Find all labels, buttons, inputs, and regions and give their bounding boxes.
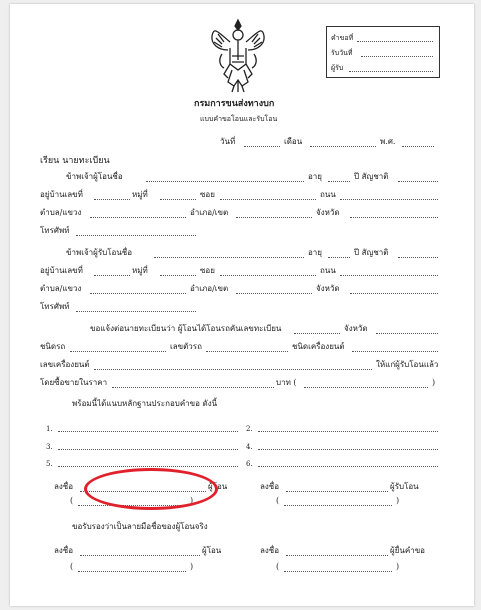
price-close-paren: ) [432,378,436,387]
transferor-age-label: อายุ [308,172,322,181]
attachment-number: 6. [246,460,253,468]
transferee-moo-label: หมู่ที่ [132,266,148,275]
witness-close-paren: ) [190,562,194,571]
transferor-district-label: อำเภอ/เขต [190,208,229,217]
transferor-nationality-field[interactable] [398,181,438,182]
transferee-name-field[interactable] [154,257,304,258]
transferee-district-field[interactable] [236,293,312,294]
transferee-road-field[interactable] [340,275,438,276]
transferee-nationality-field[interactable] [398,257,438,258]
transferor-sign-label: ลงชื่อ [54,482,74,491]
transferor-age-field[interactable] [328,181,350,182]
transferor-nationality-label: ปี สัญชาติ [354,172,389,181]
applicant-sign-label: ลงชื่อ [260,546,280,555]
engine-type-label: ชนิดเครื่องยนต์ [292,342,345,351]
transferee-open-paren: ( [276,496,280,505]
vehicle-statement: ขอแจ้งต่อนายทะเบียนว่า ผู้โอนได้โอนรถคันเลขทะเบียน [90,324,282,333]
transferor-moo-label: หมู่ที่ [132,190,148,199]
transferee-subdistrict-label: ตำบล/แขวง [40,284,82,293]
transferor-district-field[interactable] [236,217,312,218]
attachment-number: 4. [246,443,253,451]
witness-signature-field[interactable] [80,555,200,556]
request-no-label: คำขอที่ [331,34,354,42]
request-no-field[interactable] [357,41,433,42]
applicant-role-label: ผู้ยื่นคำขอ [390,546,425,555]
registration-no-field[interactable] [294,333,340,334]
received-date-label: รับวันที่ [331,49,353,57]
witness-role-label: ผู้โอน [202,546,222,555]
transferee-district-label: อำเภอ/เขต [190,284,229,293]
transferor-subdistrict-label: ตำบล/แขวง [40,208,82,217]
price-field[interactable] [112,387,274,388]
vehicle-type-field[interactable] [70,351,166,352]
vehicle-type-label: ชนิดรถ [40,342,66,351]
witness-open-paren: ( [70,562,74,571]
price-in-words-field[interactable] [304,387,428,388]
transferor-moo-field[interactable] [160,199,196,200]
addressee: เรียน นายทะเบียน [40,156,110,166]
transferee-age-label: อายุ [308,248,322,257]
transferee-subdistrict-field[interactable] [90,293,186,294]
witness-sign-label: ลงชื่อ [54,546,74,555]
transferor-open-paren: ( [70,496,74,505]
to-transferee-text: ให้แก่ผู้รับโอนแล้ว [376,360,439,369]
transferor-phone-label: โทรศัพท์ [40,226,70,235]
witness-printed-name-field[interactable] [78,571,186,572]
transferor-phone-field[interactable] [76,235,196,236]
transferor-house-no-field[interactable] [94,199,130,200]
receiver-field[interactable] [349,71,433,72]
baht-label: บาท ( [276,378,297,387]
transferee-house-no-field[interactable] [94,275,130,276]
attachment-6-field[interactable] [258,466,438,467]
vehicle-province-field[interactable] [376,333,438,334]
form-title: แบบคำขอโอนและรับโอน [200,115,278,123]
transferor-soi-field[interactable] [220,199,316,200]
transferee-road-label: ถนน [320,266,336,275]
transferee-age-field[interactable] [328,257,350,258]
transferee-name-label: ข้าพเจ้าผู้รับโอนชื่อ [66,248,133,257]
transferee-printed-name-field[interactable] [284,505,392,506]
transferee-house-no-label: อยู่บ้านเลขที่ [40,266,83,275]
price-label: โดยซื้อขายในราคา [40,378,108,387]
garuda-emblem-icon [208,16,268,94]
receiver-label: ผู้รับ [331,64,344,72]
chassis-field[interactable] [206,351,288,352]
transferee-signature-field[interactable] [286,491,388,492]
transferee-phone-field[interactable] [76,311,196,312]
transferee-province-field[interactable] [350,293,438,294]
applicant-printed-name-field[interactable] [284,571,392,572]
transferor-subdistrict-field[interactable] [90,217,186,218]
attachment-number: 2. [246,425,253,433]
office-use-box [326,26,440,78]
applicant-open-paren: ( [276,562,280,571]
attachment-3-field[interactable] [58,449,238,450]
transferee-soi-label: ซอย [200,266,215,275]
transferor-soi-label: ซอย [200,190,215,199]
form-page [10,4,474,606]
transferor-name-field[interactable] [146,181,304,182]
attachment-2-field[interactable] [258,431,438,432]
applicant-close-paren: ) [396,562,400,571]
engine-no-field[interactable] [94,369,372,370]
day-label: วันที่ [220,137,236,146]
transferee-phone-label: โทรศัพท์ [40,302,70,311]
received-date-field[interactable] [361,56,433,57]
highlight-ring [84,468,218,510]
transferee-soi-field[interactable] [220,275,316,276]
transferee-province-label: จังหวัด [316,284,340,293]
department-title: กรมการขนส่งทางบก [194,99,275,109]
year-field[interactable] [402,146,434,147]
transferor-road-field[interactable] [340,199,438,200]
transferor-name-label: ข้าพเจ้าผู้โอนชื่อ [66,172,123,181]
transferee-moo-field[interactable] [160,275,196,276]
certify-text: ขอรับรองว่าเป็นลายมือชื่อของผู้โอนจริง [72,522,208,531]
transferor-role-label: ผู้โอน [208,482,228,491]
attachment-1-field[interactable] [58,431,238,432]
month-label: เดือน [284,137,303,146]
vehicle-province-label: จังหวัด [344,324,368,333]
attachments-title: พร้อมนี้ได้แนบหลักฐานประกอบคำขอ ดังนี้ [72,399,218,408]
transferor-close-paren: ) [190,496,194,505]
transferee-sign-label: ลงชื่อ [260,482,280,491]
attachment-4-field[interactable] [258,449,438,450]
month-field[interactable] [310,146,376,147]
engine-type-field[interactable] [352,351,438,352]
attachment-number: 3. [46,443,53,451]
transferor-road-label: ถนน [320,190,336,199]
chassis-label: เลขตัวรถ [170,342,202,351]
transferee-nationality-label: ปี สัญชาติ [354,248,389,257]
year-label: พ.ศ. [380,137,396,146]
transferor-province-field[interactable] [350,217,438,218]
attachment-number: 1. [46,425,53,433]
day-field[interactable] [244,146,280,147]
attachment-5-field[interactable] [58,466,238,467]
transferor-province-label: จังหวัด [316,208,340,217]
attachment-number: 5. [46,460,53,468]
engine-no-label: เลขเครื่องยนต์ [40,360,90,369]
applicant-signature-field[interactable] [286,555,388,556]
transferor-house-no-label: อยู่บ้านเลขที่ [40,190,83,199]
transferee-close-paren: ) [396,496,400,505]
transferee-role-label: ผู้รับโอน [390,482,419,491]
